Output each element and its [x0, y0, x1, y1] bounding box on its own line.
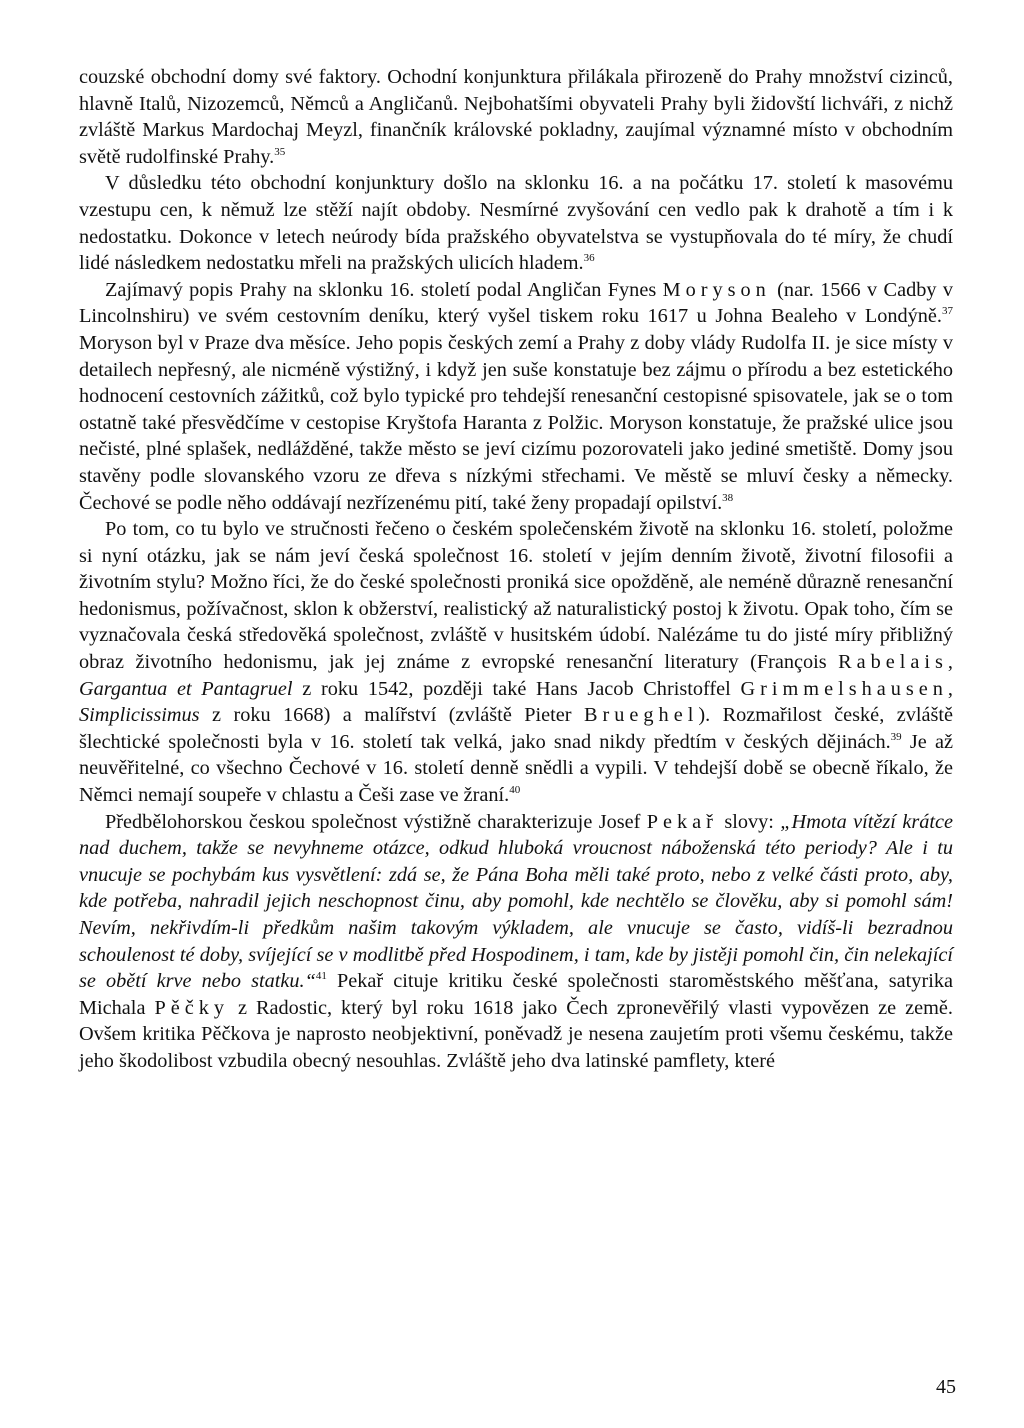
italic-title: Simplicissimus [79, 704, 200, 727]
footnote-ref: 37 [942, 305, 953, 318]
text-run: z roku 1668) a malířství (zvláště Pieter [199, 704, 584, 727]
spaced-name: Grimmelshausen [740, 677, 948, 700]
text-run: Moryson byl v Praze dva měsíce. Jeho popis českých zemí a Prahy z doby vlády Rudolfa II. je sice místy v detailech nepřesný, ale nicméně výstižný, i když jen suše konstatuje bez zájmu o přírodu a bez estetického hodnocení cestovních zážitků, což bylo typické pro tehdejší renesanční cestopisné spisovatele, jak se o tom ostatně také přesvědčíme v cestopise Kryštofa Haranta z Polžic. Moryson konstatuje, že pražské ulice jsou nečisté, plné splašek, nedlážděné, takže město se jeví cizímu pozorovateli jako jediné smetiště. Domy jsou stavěny podle slovanského vzoru ze dřeva s nízkými střechami. Ve městě se mluví česky a německy. Čechové se podle něho oddávají nezřízenému pití, také ženy propadají opilství. [79, 331, 953, 514]
page-number: 45 [936, 1376, 956, 1398]
text-run: Je až neuvěřitelné, co všechno Čechové v 16. století denně snědli a vypili. V tehdejší době se obecně říkalo, že Němci nemají soupeře v chlastu a Češi zase ve žraní. [79, 730, 953, 807]
footnote-ref: 38 [722, 491, 734, 504]
text-run: z Radostic, který byl roku 1618 jako Čech zpronevěřilý vlasti vypovězen ze země. Ovšem kritika Pěčkova je naprosto neobjektivní, poněvadž je nesena zaujetím proti všemu českému, takže jeho škodolibost vzbudila obecný nesouhlas. Zvláště jeho dva latinské pamflety, které [79, 996, 953, 1072]
spaced-name: Brueghel [583, 704, 699, 727]
text-run: Pekař cituje kritiku české společnosti staroměstského měšťana, satyrika Michala [79, 970, 953, 1019]
text-run: Zajímavý popis Prahy na sklonku 16. století podal Angličan Fynes [105, 278, 663, 301]
spaced-name: Moryson [662, 278, 771, 301]
text-run: , [947, 677, 953, 700]
text-run: , [947, 651, 953, 674]
text-run: slovy: [717, 810, 781, 833]
paragraph-3 [79, 277, 953, 516]
paragraph-1 [79, 64, 953, 170]
text-run: (nar. 1566 v Cadby v Lincolnshiru) ve svém cestovním deníku, který vyšel tiskem roku 1617 u Johna Bealeho v Londýně. [79, 278, 953, 328]
page-text [79, 64, 953, 1075]
text-run: ). Rozmařilost české, zvláště šlechtické společnosti byla v 16. století tak velká, jako snad nikdy předtím v českých dějinách. [79, 704, 953, 753]
spaced-name: Pekař [646, 810, 718, 833]
spaced-name: Pěčky [154, 996, 230, 1019]
text-run: couzské obchodní domy své faktory. Ochodní konjunktura přilákala přirozeně do Prahy množství cizinců, hlavně Italů, Nizozemců, Němců a Angličanů. Nejbohatšími obyvateli Prahy byli židovští lichváři, z nichž zvláště Markus Mardochaj Meyzl, finančník královské pokladny, zaujímal významné místo v obchodním světě rudolfinské Prahy. [79, 66, 953, 168]
footnote-ref: 36 [583, 252, 595, 265]
italic-title: Gargantua et Pantagruel [79, 677, 293, 700]
footnote-ref: 41 [315, 970, 327, 983]
text-run: Předbělohorskou českou společnost výstižně charakterizuje Josef [105, 810, 647, 833]
paragraph-2 [79, 170, 953, 276]
spaced-name: Rabelais [838, 651, 948, 674]
footnote-ref: 39 [890, 730, 902, 743]
text-run: z roku 1542, později také Hans Jacob Christoffel [292, 677, 741, 700]
text-run: V důsledku této obchodní konjunktury došlo na sklonku 16. a na počátku 17. století k masovému vzestupu cen, k němuž lze stěží najít obdoby. Nesmírné zvyšování cen vedlo pak k drahotě a tím i k nedostatku. Dokonce v letech neúrody bída pražského obyvatelstva se vystupňovala do té míry, že chudí lidé následkem nedostatku mřeli na pražských ulicích hladem. [79, 172, 953, 275]
paragraph-4 [79, 516, 953, 809]
footnote-ref: 40 [509, 784, 521, 797]
paragraph-5 [79, 809, 953, 1075]
text-run: Po tom, co tu bylo ve stručnosti řečeno o českém společenském životě na sklonku 16. století, položme si nyní otázku, jak se nám jeví česká společnost 16. století v jejím denním životě, životní filosofii a životním stylu? Možno říci, že do české společnosti proniká sice opožděně, ale neméně důrazně renesanční hedonismus, požívačnost, sklon k obžerství, realistický až naturalistický postoj k životu. Opak toho, čím se vyznačovala česká středověká společnost, zvláště v husitském údobí. Nalézáme tu do jisté míry přibližný obraz životního hedonismu, jak jej známe z evropské renesanční literatury (François [79, 518, 953, 674]
footnote-ref: 35 [274, 145, 286, 158]
italic-quote: „Hmota vítězí krátce nad duchem, takže se nevyhneme otázce, odkud hluboká vroucnost náboženská této periody? Ale i tu vnucuje se pochybám kus vysvětlení: zdá se, že Pána Boha měli také proto, nebo z velké části proto, aby, kde potřeba, nahradil jejich neschopnost činu, aby pomohl, kde nechtělo se člověku, aby si pomohl sám! Nevím, nekřivdím-li předkům našim takovým výkladem, ale vnucuje se často, vidíš-li bezradnou schoulenost té doby, svíjející se v modlitbě před Hospodinem, i tam, kde by jistěji pomohl čin, čin nelekající se obětí krve nebo statku.“ [79, 810, 953, 993]
